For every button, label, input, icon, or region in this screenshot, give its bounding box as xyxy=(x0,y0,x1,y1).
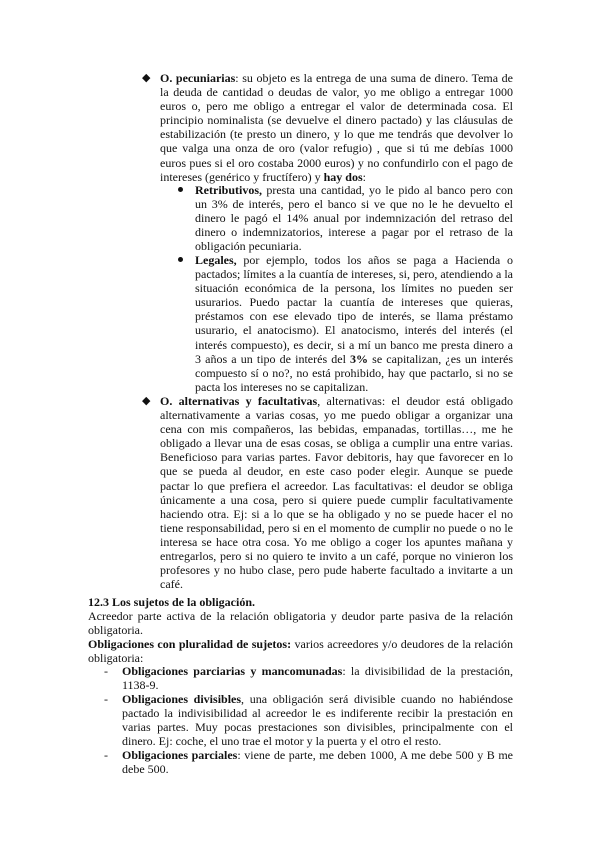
sub-item-legales-text: por ejemplo, todos los años se paga a Hacienda o pactados; límites a la cuantía de intereses, si, pero, atendiendo a la situación económica de la persona, los límites no pueden ser usurarios. Puedo pactar la cuantía de intereses que quieras, préstamos con ese elevado tipo de interés, se llama préstamo usurario, el anatocismo). El anatocismo, interés del interés (el interés compuesto), es decir, si a mí un banco me presta dinero a 3 años a un tipo de interés del xyxy=(195,253,513,366)
item-pecuniarias-title: O. pecuniarias xyxy=(160,71,236,85)
dash-item xyxy=(122,692,513,748)
plural-title: Obligaciones con pluralidad de sujetos: xyxy=(88,637,292,651)
item-pecuniarias xyxy=(160,71,513,184)
dash-item xyxy=(122,664,513,692)
dot-bullet-icon xyxy=(178,187,183,192)
section-heading: 12.3 Los sujetos de la obligación. xyxy=(88,595,256,609)
dash-bullet-icon: - xyxy=(104,748,108,762)
item-pecuniarias-hay-dos: hay dos xyxy=(323,169,363,184)
item-alternativas-text: , alternativas: el deudor está obligado alternativamente a varias cosas, yo me puedo obligar a organizar una cena con mis compañeros, las bebidas, empanadas, tortillas…, me he obligado a llevar una de esas cosas, se obliga a cumplir una entre varias. Beneficioso para varias partes. Favor debitoris, hay que favorecer en lo que se pueda al deudor, en este caso poder elegir. Aunque se puede pactar lo que prefiera el acreedor. Las facultativas: el deudor se obliga únicamente a una cosa, pero si quiere puede cumplir facultativamente haciendo otra. Ej: si a lo que se ha obligado y no se puede hacer el no tiene responsabilidad, pero si en el momento de cumplir no puede o no le interesa se hace otra cosa. Yo me obligo a coger los apuntes mañana y entregarlos, pero si no quiero te invito a un café, porque no vinieron los profesores y no hubo clase, pero pude haberte facultado a invitarte a un café. xyxy=(160,394,513,592)
item-pecuniarias-text: : su objeto es la entrega de una suma de dinero. Tema de la deuda de cantidad o deudas de valor, yo me obligo a entregar 1000 euros o, pero me obligo a entregar el valor de determinada cosa. El principio nominalista (se devuelve el dinero pactado) y las cláusulas de estabilización (te presto un dinero, y lo que me tendrás que devolver lo que valga una onza de oro (valor refugio) , que si tú me debías 1000 euros pues si el oro costaba 2000 euros) y no confundirlo con el pago de intereses (genérico y fructífero) y xyxy=(160,71,514,184)
sub-item-retributivos-text: presta una cantidad, yo le pido al banco pero con un 3% de interés, pero el banco si ve que no le he devuelto el dinero le pagó el 14% anual por indemnización del retraso del dinero o indemnizatorios, interese a pagar por el retraso de la obligación pecuniaria. xyxy=(195,183,513,254)
dash-item xyxy=(122,748,513,776)
item-pecuniarias-colon: : xyxy=(362,169,366,184)
diamond-bullet-icon: ◆ xyxy=(142,395,151,407)
dash-item-text: : viene de parte, me deben 1000, A me debe 500 y B me debe 500. xyxy=(122,748,514,777)
sub-item-legales-title: Legales, xyxy=(195,253,237,267)
item-alternativas xyxy=(160,394,513,591)
sub-item-retributivos xyxy=(195,183,513,253)
dot-bullet-icon xyxy=(178,257,183,262)
dash-bullet-icon: - xyxy=(104,692,108,706)
dash-item-text: : la divisibilidad de la prestación, 1138-9. xyxy=(122,664,514,693)
sub-item-legales-pct: 3% xyxy=(350,351,369,366)
section-intro: Acreedor parte activa de la relación obligatoria y deudor parte pasiva de la relación obligatoria. xyxy=(88,609,513,638)
sub-item-retributivos-title: Retributivos, xyxy=(195,183,262,197)
item-alternativas-title: O. alternativas y facultativas xyxy=(160,394,318,408)
plural-paragraph xyxy=(88,637,513,665)
dash-item-text: , una obligación será divisible cuando no habiéndose pactado la indivisibilidad al acreedor le es indiferente recibir la prestación en varias partes. Muy pocas prestaciones son divisibles, principalmente con el dinero. Ej: coche, el uno trae el motor y la puerta y el otro el resto. xyxy=(122,692,513,749)
dash-item-title: Obligaciones divisibles xyxy=(122,692,242,706)
sub-item-legales xyxy=(195,253,513,394)
sub-item-legales-text2: se capitalizan, ¿es un interés compuesto sí o no?, no está prohibido, hay que pactarlo, si no se pacta los intereses no se capitalizan. xyxy=(195,351,513,394)
dash-item-title: Obligaciones parciales xyxy=(122,748,238,762)
dash-bullet-icon: - xyxy=(104,664,108,678)
diamond-bullet-icon: ◆ xyxy=(142,72,151,84)
dash-item-title: Obligaciones parciarias y mancomunadas xyxy=(122,664,343,678)
plural-text: varios acreedores y/o deudores de la relación obligatoria: xyxy=(88,637,514,666)
